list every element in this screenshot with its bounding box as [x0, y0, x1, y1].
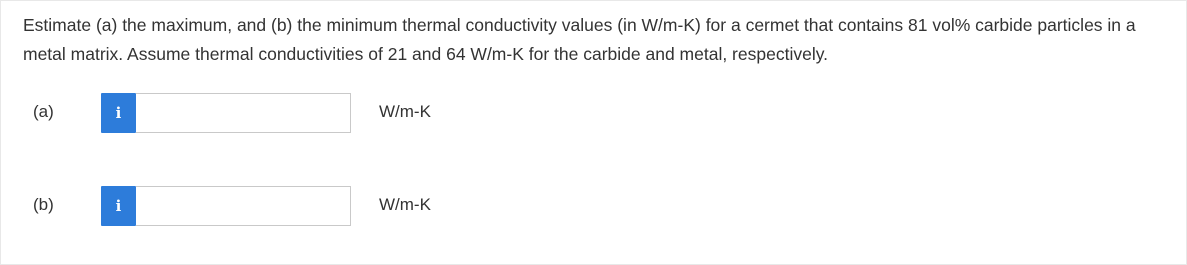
info-icon-glyph: i	[115, 104, 122, 122]
answer-input-b[interactable]	[136, 186, 351, 226]
part-label-a: (a)	[33, 102, 54, 121]
answer-row-a	[1, 92, 601, 134]
info-icon[interactable]	[101, 186, 136, 226]
question-text: Estimate (a) the maximum, and (b) the minimum thermal conductivity values (in W/m-K) for a cermet that contains 81 vol% carbide particles in a metal matrix. Assume thermal conductivities of 21 and 64 W/m-K for the carbide and metal, respectively.	[23, 15, 1136, 64]
answer-input-a[interactable]	[136, 93, 351, 133]
unit-label-a: W/m-K	[379, 102, 431, 121]
info-icon[interactable]	[101, 93, 136, 133]
part-label-b: (b)	[33, 195, 54, 214]
answer-row-b	[1, 185, 601, 227]
info-icon-glyph: i	[115, 197, 122, 215]
unit-label-b: W/m-K	[379, 195, 431, 214]
